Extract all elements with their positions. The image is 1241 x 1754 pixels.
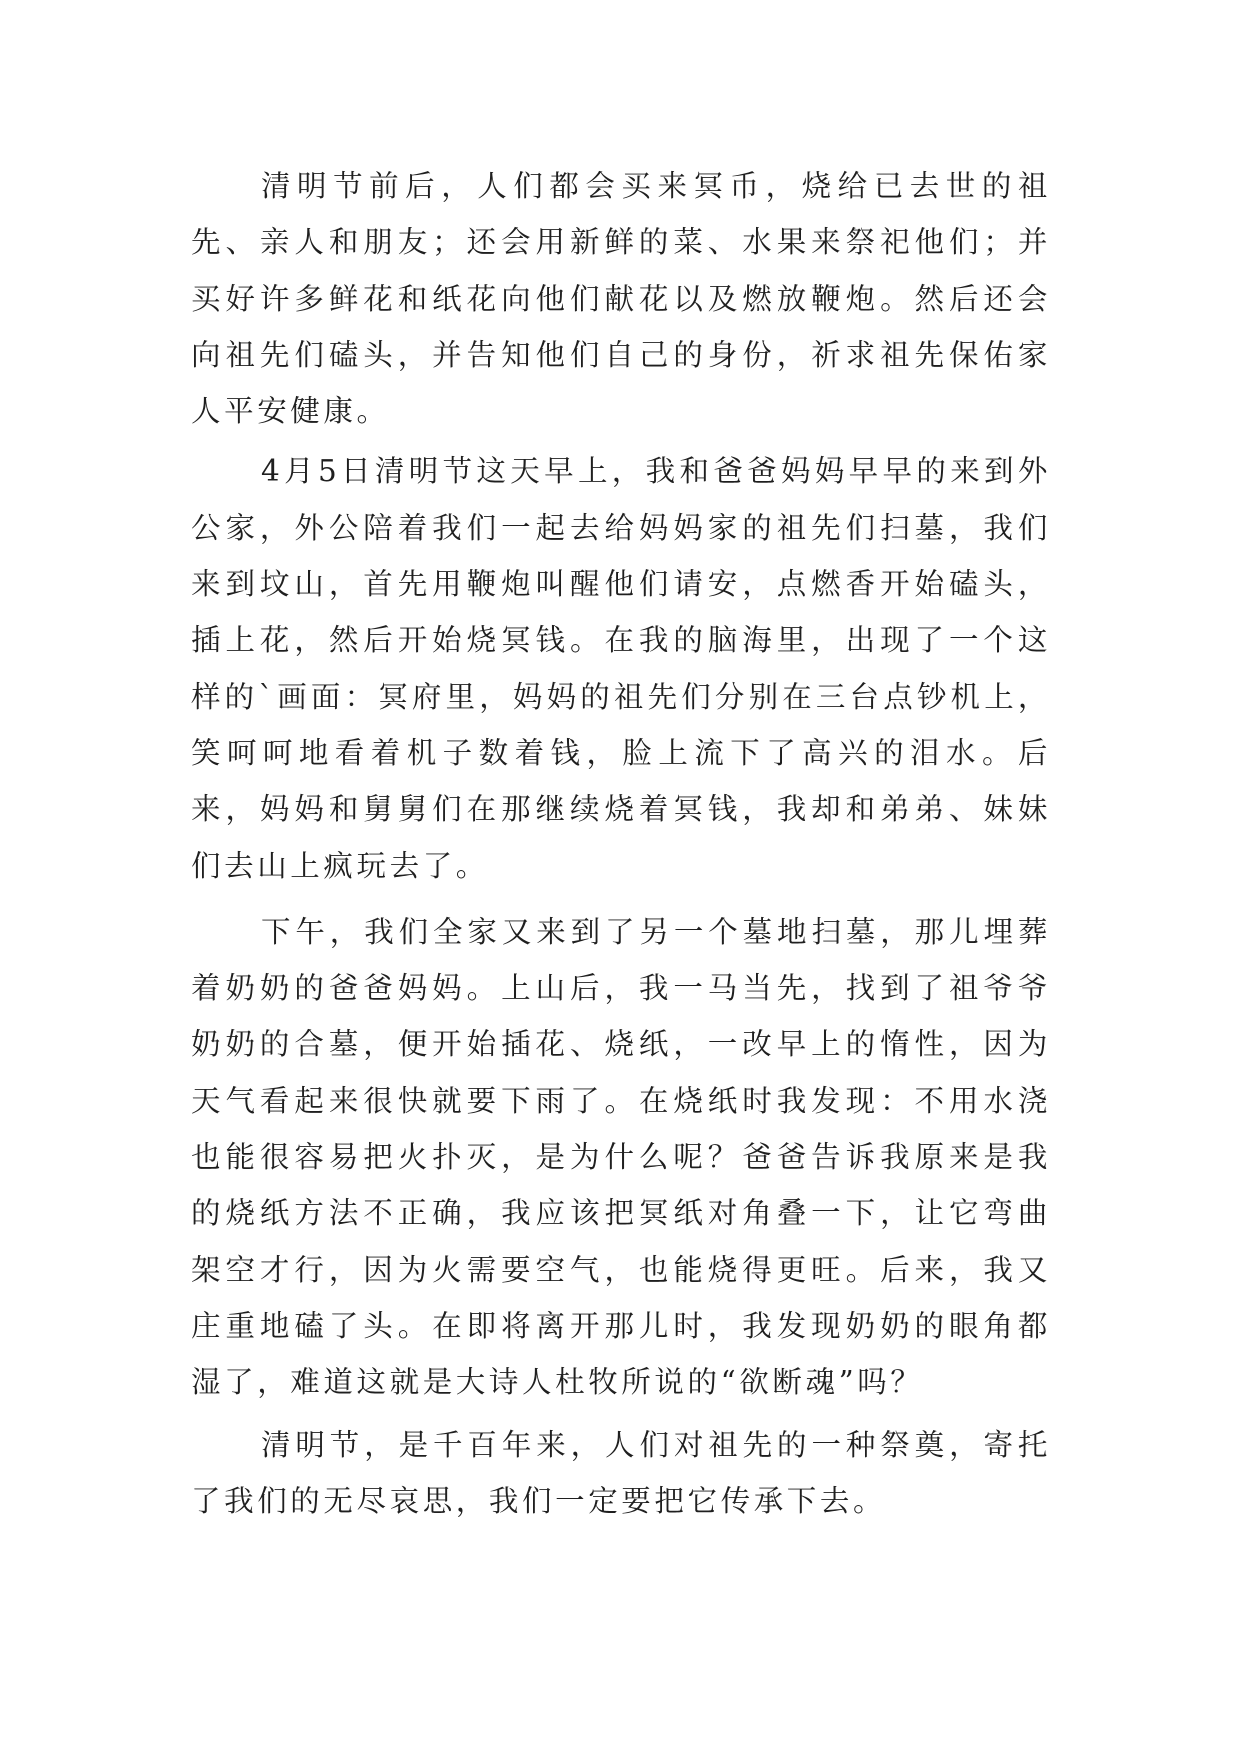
article-body (191, 158, 1051, 1529)
paragraph-4: 清明节，是千百年来，人们对祖先的一种祭奠，寄托了我们的无尽哀思，我们一定要把它传承下去。 (191, 1427, 1051, 1518)
paragraph-2: 4月5日清明节这天早上，我和爸爸妈妈早早的来到外公家，外公陪着我们一起去给妈妈家的祖先们扫墓，我们来到坟山，首先用鞭炮叫醒他们请安，点燃香开始磕头，插上花，然后开始烧冥钱。在我的脑海里，出现了一个这样的`画面：冥府里，妈妈的祖先们分别在三台点钞机上，笑呵呵地看着机子数着钱，脸上流下了高兴的泪水。后来，妈妈和舅舅们在那继续烧着冥钱，我却和弟弟、妹妹们去山上疯玩去了。 (191, 454, 1051, 883)
paragraph-3: 下午，我们全家又来到了另一个墓地扫墓，那儿埋葬着奶奶的爸爸妈妈。上山后，我一马当先，找到了祖爷爷奶奶的合墓，便开始插花、烧纸，一改早上的惰性，因为天气看起来很快就要下雨了。在烧纸时我发现：不用水浇也能很容易把火扑灭，是为什么呢？爸爸告诉我原来是我的烧纸方法不正确，我应该把冥纸对角叠一下，让它弯曲架空才行，因为火需要空气，也能烧得更旺。后来，我又庄重地磕了头。在即将离开那儿时，我发现奶奶的眼角都湿了，难道这就是大诗人杜牧所说的“欲断魂”吗？ (191, 914, 1051, 1400)
paragraph-1: 清明节前后，人们都会买来冥币，烧给已去世的祖先、亲人和朋友；还会用新鲜的菜、水果来祭祀他们；并买好许多鲜花和纸花向他们献花以及燃放鞭炮。然后还会向祖先们磕头，并告知他们自己的身份，祈求祖先保佑家人平安健康。 (191, 169, 1051, 429)
